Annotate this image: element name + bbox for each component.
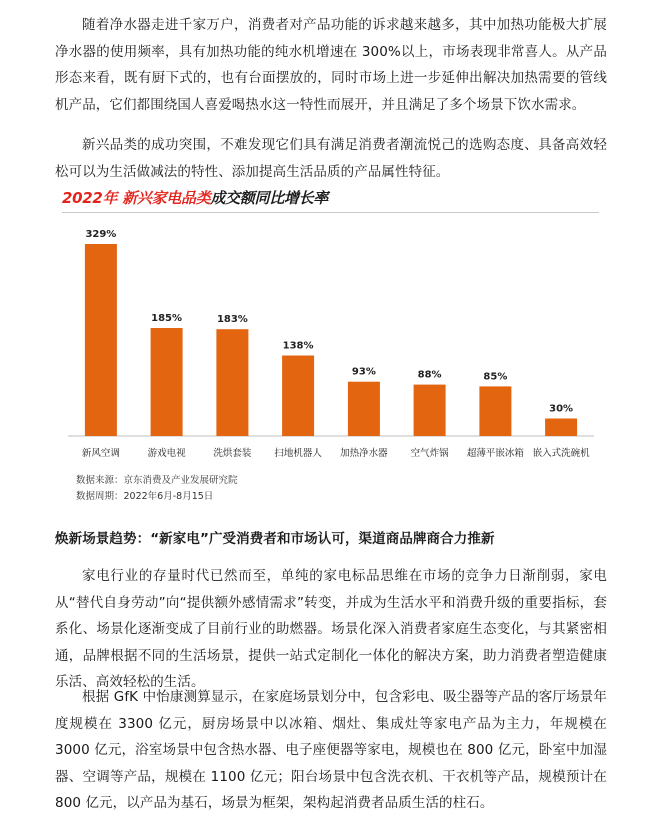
category-label-3: 洗烘套装 bbox=[213, 448, 252, 459]
category-label-7: 超薄平嵌冰箱 bbox=[466, 448, 524, 459]
new-category-paragraph: 新兴品类的成功突围，不难发现它们具有满足消费者潮流悦己的选购态度、具备高效轻松可以为生活做减法的特性、添加提高生活品质的产品属性特征。 bbox=[55, 137, 607, 180]
category-label-8: 嵌入式洗碗机 bbox=[532, 448, 590, 459]
category-label-5: 加热净水器 bbox=[340, 448, 388, 459]
bar-1 bbox=[85, 244, 117, 436]
intro-paragraph: 随着净水器走进千家万户，消费者对产品功能的诉求越来越多，其中加热功能极大扩展净水器的使用频率，具有加热功能的纯水机增速在 300%以上，市场表现非常喜人。从产品形态来看，既有厨下式的，也有台面摆放的，同时市场上进一步延伸出解决加热需要的管线机产品，它们都围绕国人喜爱喝热水这一特性而展开，并且满足了多个场景下饮水需求。 bbox=[55, 17, 607, 113]
chart-period-note: 数据周期：2022年6月-8月15日 bbox=[76, 491, 214, 502]
value-label-8: 30% bbox=[549, 403, 574, 415]
chart-title-year: 2022年 bbox=[62, 189, 118, 207]
bar-4 bbox=[282, 356, 314, 437]
scene-paragraph: 家电行业的存量时代已然而至，单纯的家电标品思维在市场的竞争力日渐削弱，家电从“替代自身劳动”向“提供额外感情需求”转变，并成为生活水平和消费升级的重要指标，套系化、场景化逐渐变成了目前行业的助燃器。场景化深入消费者家庭生态变化，与其紧密相通，品牌根据不同的生活场景，提供一站式定制化一体化的解决方案，助力消费者塑造健康乐活、高效轻松的生活。 bbox=[55, 568, 607, 690]
value-label-1: 329% bbox=[85, 229, 117, 240]
bar-3 bbox=[216, 329, 248, 436]
value-label-6: 88% bbox=[417, 369, 442, 381]
bar-6 bbox=[414, 385, 446, 436]
category-label-6: 空气炸锅 bbox=[410, 448, 449, 459]
gfk-paragraph: 根据 GfK 中怡康测算显示，在家庭场景划分中，包含彩电、吸尘器等产品的客厅场景年度规模在 3300 亿元，厨房场景中以冰箱、烟灶、集成灶等家电产品为主力，年规模在 3000 亿元，浴室场景中包含热水器、电子座便器等家电，规模也在 800 亿元，卧室中加湿器、空调等产品，规模在 1100 亿元；阳台场景中包含洗衣机、干衣机等产品，规模预计在 800 亿元，以产品为基石，场景为框架，架构起消费者品质生活的柱石。 bbox=[55, 689, 607, 811]
section-heading: 焕新场景趋势：“新家电”广受消费者和市场认可，渠道商品牌商合力推新 bbox=[55, 531, 495, 547]
value-label-3: 183% bbox=[216, 314, 248, 326]
bar-2 bbox=[151, 328, 183, 436]
category-label-1: 新风空调 bbox=[81, 448, 120, 459]
category-label-2: 游戏电视 bbox=[147, 448, 186, 459]
bars-layer bbox=[85, 244, 577, 436]
value-label-4: 138% bbox=[282, 340, 314, 352]
bar-5 bbox=[348, 382, 380, 436]
bar-8 bbox=[545, 419, 577, 437]
value-label-5: 93% bbox=[351, 366, 376, 378]
value-label-7: 85% bbox=[483, 371, 508, 383]
category-label-4: 扫地机器人 bbox=[274, 448, 322, 459]
chart-title-category: 新兴家电品类 bbox=[122, 189, 211, 207]
bar-7 bbox=[479, 386, 511, 436]
chart-title-metric: 成交额同比增长率 bbox=[210, 189, 328, 207]
value-label-2: 185% bbox=[151, 313, 183, 324]
chart-source-note: 数据来源：京东消费及产业发展研究院 bbox=[76, 475, 238, 486]
